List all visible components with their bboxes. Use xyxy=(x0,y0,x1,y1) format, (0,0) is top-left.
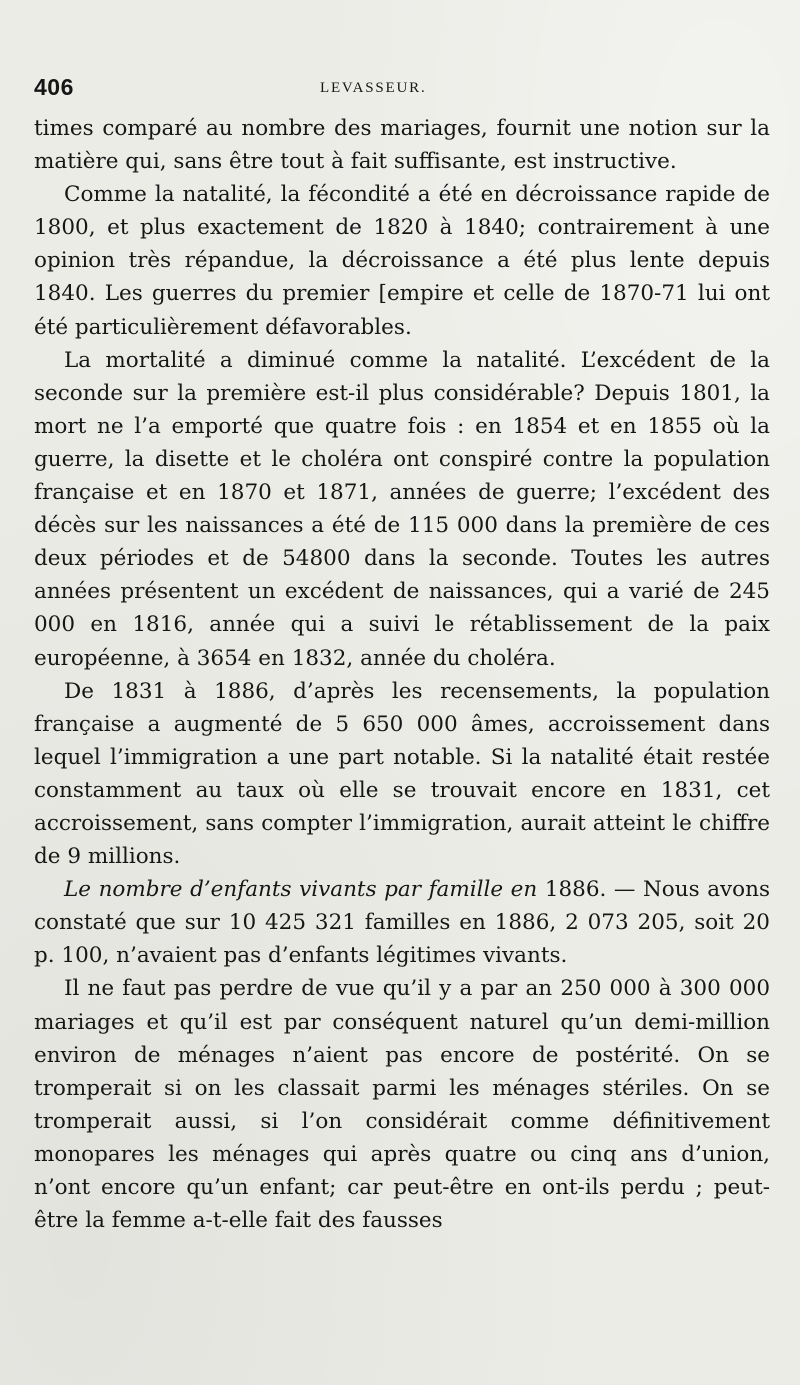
paragraph-enfants-vivants-text: 1886. — Nous avons constaté que sur 10 425 321 familles en 1886, 2 073 205, soit 20 p. 100, n’avaient pas d’enfants légitimes vivants. xyxy=(34,877,770,969)
page-header xyxy=(34,74,740,104)
paragraph-population: De 1831 à 1886, d’après les recensements, la population française a augmenté de 5 650 000 âmes, accroissement dans lequel l’immigration a une part notable. Si la natalité était restée constamment au taux où elle se trouvait encore en 1831, cet accroissement, sans compter l’immigration, aurait atteint le chiffre de 9 millions. xyxy=(34,678,770,870)
body-text xyxy=(34,112,770,1237)
section-heading-italic: Le nombre d’enfants vivants par famille en xyxy=(64,877,538,903)
paragraph-fecondite: Comme la natalité, la fécondité a été en décroissance rapide de 1800, et plus exactement de 1820 à 1840; contrairement à une opinion très répandue, la décroissance a été plus lente depuis 1840. Les guerres du premier [empire et celle de 1870-71 lui ont été particulièrement défavorables. xyxy=(34,182,770,340)
page-number: 406 xyxy=(34,74,74,100)
paragraph-mariages: Il ne faut pas perdre de vue qu’il y a par an 250 000 à 300 000 mariages et qu’il est par conséquent naturel qu’un demi-million environ de ménages n’aient pas encore de postérité. On se tromperait si on les classait parmi les ménages stériles. On se tromperait aussi, si l’on considérait comme définitivement monopares les ménages qui après quatre ou cinq ans d’union, n’ont encore qu’un enfant; car peut-être en ont-ils perdu ; peut-être la femme a-t-elle fait des fausses xyxy=(34,976,770,1234)
paragraph-mortalite: La mortalité a diminué comme la natalité. L’excédent de la seconde sur la première est-il plus considérable? Depuis 1801, la mort ne l’a emporté que quatre fois : en 1854 et en 1855 où la guerre, la disette et le choléra ont conspiré contre la population française et en 1870 et 1871, années de guerre; l’excédent des décès sur les naissances a été de 115 000 dans la première de ces deux périodes et de 54800 dans la seconde. Toutes les autres années présentent un excédent de naissances, qui a varié de 245 000 en 1816, année qui a suivi le rétablissement de la paix européenne, à 3654 en 1832, année du choléra. xyxy=(34,347,770,671)
paragraph-enfants-vivants xyxy=(34,873,770,972)
running-head: LEVASSEUR. xyxy=(320,80,427,96)
paragraph-continuation: times comparé au nombre des mariages, fournit une notion sur la matière qui, sans être tout à fait suffisante, est instructive. xyxy=(34,116,770,175)
